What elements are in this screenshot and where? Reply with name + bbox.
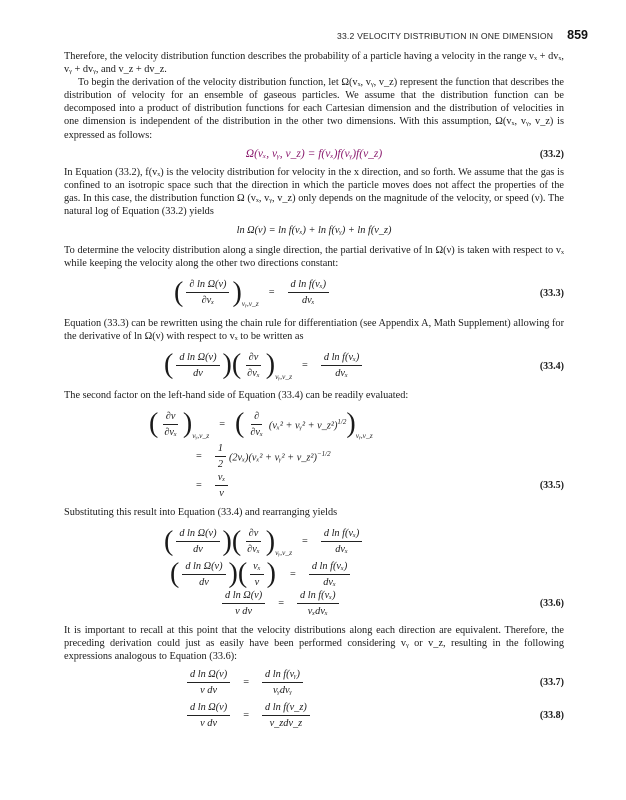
equation-33-8: $\frac{\text{d ln Ω(ν)}}{\text{ν dν}}$ = $\frac{\text{d ln f(v\_z)}}{\text{v\_zdv\_z}}$ (33.8) (64, 701, 564, 730)
paragraph: Therefore, the velocity distribution function describes the probability of a particle having a velocity in the range vₓ + dvₓ, vᵧ + dvᵧ, and v_z + dv_z. (64, 51, 564, 76)
equation-number: (33.5) (539, 480, 564, 492)
equation-number: (33.7) (539, 677, 564, 689)
page-body (64, 50, 564, 731)
equation-33-5: ( $\frac{\partial\nu}{\text{∂vₓ}}$ ) vᵧ,v_z = ( $\frac{\partial}{\text{∂vₓ}}$ (vₓ² + vᵧ² + v_z²)$^{1/2}$ ) vᵧ,v_z = $\frac{1}{2}$ (2vₓ)(vₓ² + vᵧ² + v_z²)$^{-1/2}$ = $\frac{\text{vₓ}}{\nu}$ (33.5) (149, 408, 564, 500)
equation-33-7: $\frac{\text{d ln Ω(ν)}}{\text{ν dν}}$ = $\frac{\text{d ln f(vᵧ)}}{\text{vᵧdvᵧ}}$ (33.7) (64, 668, 564, 697)
paragraph: To begin the derivation of the velocity distribution function, let Ω(vₓ, vᵧ, v_z) represent the function that describes the distribution of velocity for an ensemble of gaseous particles. We assume that the distribution function can be decomposed into a product of distribution functions for each Cartesian dimension and the distribution of velocities in one dimension is independent of the distribution in the other two dimensions. With this assumption, Ω(vₓ, vᵧ, v_z) is expressed as follows: (64, 77, 564, 141)
equation-33-4: ( $\frac{\text{d ln Ω(ν)}}{d\nu}$ )( $\frac{\partial\nu}{\text{∂vₓ}}$ ) vᵧ,v_z = $\frac{\text{d ln f(vₓ)}}{\text{dvₓ}}$ (33.4) (164, 349, 564, 381)
page-header (337, 28, 588, 42)
equation-number: (33.8) (539, 710, 564, 722)
paragraph: Equation (33.3) can be rewritten using the chain rule for differentiation (see Appendix A, Math Supplement) allowing for the derivative of ln Ω(ν) with respect to vₓ to be written as (64, 317, 564, 342)
paragraph: It is important to recall at this point that the velocity distributions along each direction are equivalent. Therefore, the preceding derivation could just as easily have been performed considering vᵧ or v_z, resulting in the following expressions analogous to Equation (33.6): (64, 624, 564, 663)
paragraph: In Equation (33.2), f(vₓ) is the velocity distribution for velocity in the x direction, and so forth. We assume that the gas is confined to an isotropic space such that the direction in which the particle moves does not affect the properties of the gas. In this case, the distribution function Ω (vₓ, vᵧ, v_z) only depends on the magnitude of the velocity, or speed (ν). The natural log of Equation (33.2) yields (64, 166, 564, 218)
equation-number: (33.3) (539, 288, 564, 300)
equation-33-3: ( $\frac{\text{∂ ln Ω(ν)}}{\text{∂vₓ}}$ ) vᵧ,v_z = $\frac{\text{d ln f(vₓ)}}{\text{dvₓ}}$ (33.3) (174, 276, 564, 309)
section-title: 33.2 VELOCITY DISTRIBUTION IN ONE DIMENSION (336, 31, 554, 41)
equation-33-6: ( $\frac{\text{d ln Ω(ν)}}{d\nu}$ )( $\frac{\partial\nu}{\text{∂vₓ}}$ ) vᵧ,v_z = $\frac{\text{d ln f(vₓ)}}{\text{dvₓ}}$ ( $\frac{\text{d ln Ω(ν)}}{d\nu}$ )( $\frac{\text{vₓ}}{\nu}$ ) = $\frac{\text{d ln f(vₓ)}}{\text{dvₓ}}$ $\frac{\text{d ln Ω(ν)}}{\text{ν dν}}$ = $\frac{\text{d ln f(vₓ)}}{\text{vₓdvₓ}}$ (33.6) (164, 525, 564, 617)
equation-number: (33.6) (539, 597, 564, 609)
equation-number: (33.2) (539, 148, 564, 160)
paragraph: Substituting this result into Equation (33.4) and rearranging yields (64, 507, 338, 519)
equation-ln: ln Ω(ν) = ln f(vₓ) + ln f(vᵧ) + ln f(v_z) (236, 225, 392, 237)
paragraph: The second factor on the left-hand side of Equation (33.4) can be readily evaluated: (64, 389, 409, 401)
paragraph: To determine the velocity distribution along a single direction, the partial derivative of ln Ω(ν) is taken with respect to vₓ while keeping the velocity along the other two directions constant: (64, 245, 564, 270)
page-number: 859 (567, 28, 588, 42)
equation-number: (33.4) (539, 360, 564, 372)
equation-33-2: Ω(vₓ, vᵧ, v_z) = f(vₓ)f(vᵧ)f(v_z) (33.2) (245, 147, 564, 160)
